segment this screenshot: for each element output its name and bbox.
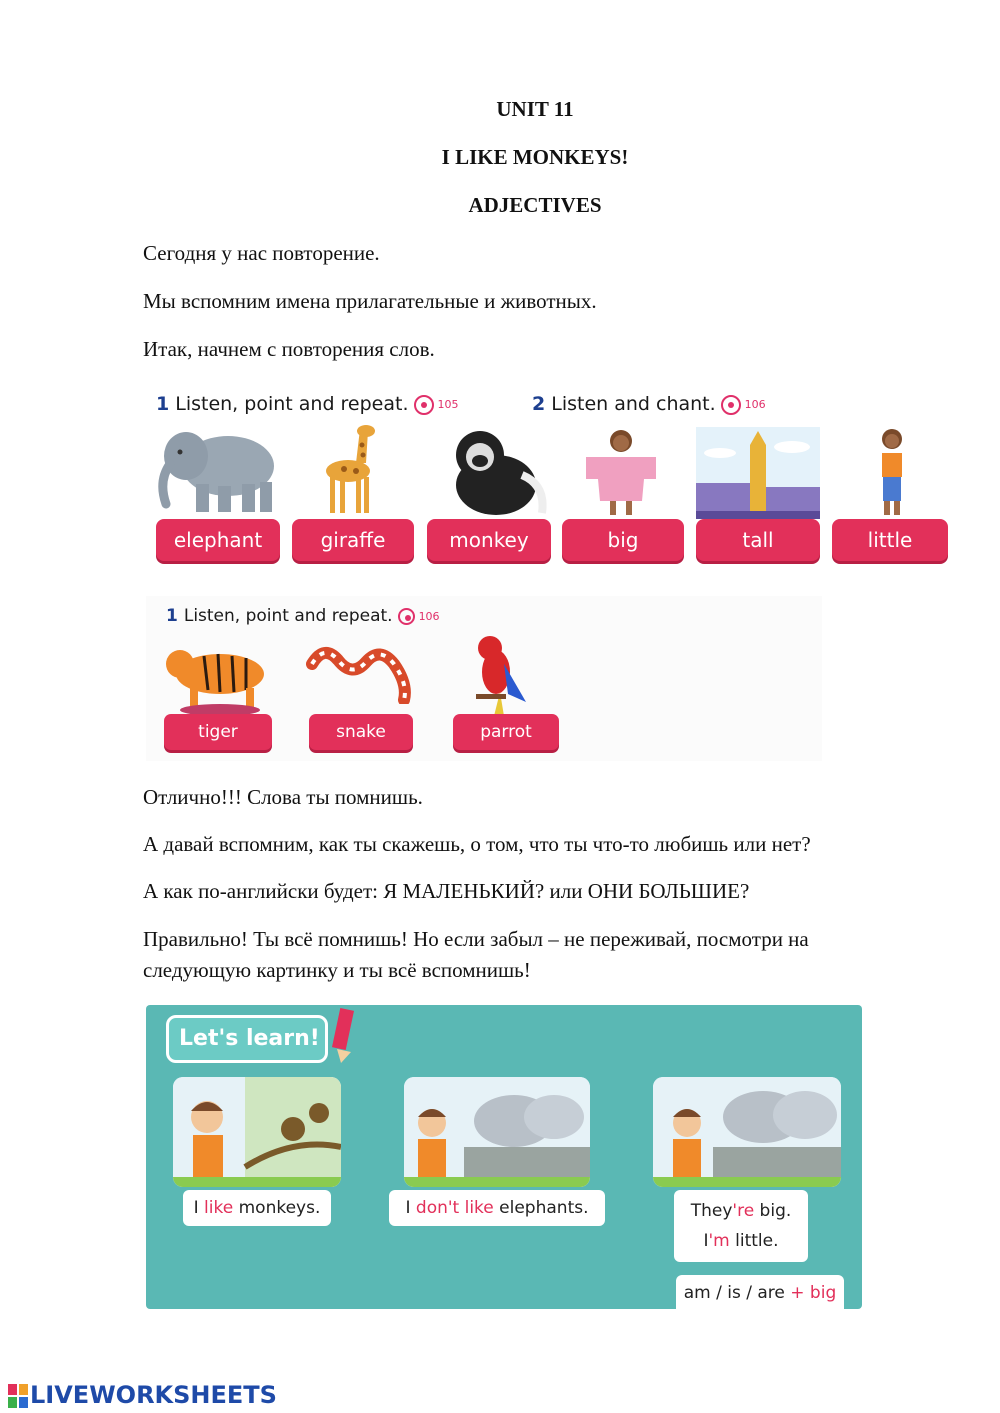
intro-paragraph-2: Мы вспомним имена прилагательные и животных. [143, 289, 597, 313]
word-label-parrot: parrot [453, 714, 559, 750]
title-heading: I LIKE MONKEYS! [441, 145, 629, 169]
liveworksheets-logo: LIVEWORKSHEETS [8, 1381, 277, 1411]
paragraph-4: Отлично!!! Слова ты помнишь. [143, 785, 423, 809]
tall-picture [696, 427, 820, 519]
word-label-big: big [562, 519, 684, 561]
scene-big-little [653, 1077, 841, 1187]
cd-icon [721, 395, 741, 415]
word-label-tiger: tiger [164, 714, 272, 750]
elephant-picture [156, 426, 278, 514]
cd-icon [398, 608, 415, 625]
paragraph-7-line-2: следующую картинку и ты всё вспомнишь! [143, 958, 531, 982]
paragraph-5: А давай вспомним, как ты скажешь, о том, что ты что-то любишь или нет? [143, 832, 811, 856]
snake-picture [304, 644, 420, 704]
intro-paragraph-3: Итак, начнем с повторения слов. [143, 337, 435, 361]
vocabulary-panel-2 [146, 596, 822, 761]
paragraph-7-line-1: Правильно! Ты всё помнишь! Но если забыл – не переживай, посмотри на [143, 927, 809, 951]
exercise-1-title: 1 Listen, point and repeat. 105 [156, 393, 459, 415]
cd-icon [414, 395, 434, 415]
big-picture [586, 427, 656, 517]
subtitle-heading: ADJECTIVES [468, 193, 602, 217]
pencil-icon [328, 1005, 358, 1065]
caption-dont-like-elephants: I don't like elephants. [389, 1190, 605, 1226]
paragraph-6: А как по-английски будет: Я МАЛЕНЬКИЙ? или ОНИ БОЛЬШИЕ? [143, 879, 750, 903]
parrot-picture [464, 632, 534, 718]
liveworksheets-logo-icon [8, 1384, 28, 1408]
caption-like-monkeys: I like monkeys. [183, 1190, 331, 1226]
lets-learn-panel [146, 1005, 862, 1309]
word-label-elephant: elephant [156, 519, 280, 561]
word-label-monkey: monkey [427, 519, 551, 561]
vocabulary-panel-1 [146, 381, 948, 576]
word-label-tall: tall [696, 519, 820, 561]
giraffe-picture [316, 423, 386, 515]
exercise-title: 1 Listen, point and repeat. 106 [166, 606, 440, 626]
little-picture [864, 427, 920, 517]
grammar-box: am / is / are + big [676, 1275, 844, 1311]
exercise-2-title: 2 Listen and chant. 106 [532, 393, 766, 415]
lets-learn-tab: Let's learn! [166, 1015, 328, 1063]
word-label-giraffe: giraffe [292, 519, 414, 561]
tiger-picture [164, 634, 274, 716]
word-label-snake: snake [309, 714, 413, 750]
intro-paragraph-1: Сегодня у нас повторение. [143, 241, 380, 265]
caption-big-little: They're big. I'm little. [674, 1190, 808, 1262]
unit-heading: UNIT 11 [496, 97, 574, 121]
scene-boy-elephants [404, 1077, 590, 1187]
word-label-little: little [832, 519, 948, 561]
monkey-picture [442, 425, 550, 517]
scene-boy-monkeys [173, 1077, 341, 1187]
